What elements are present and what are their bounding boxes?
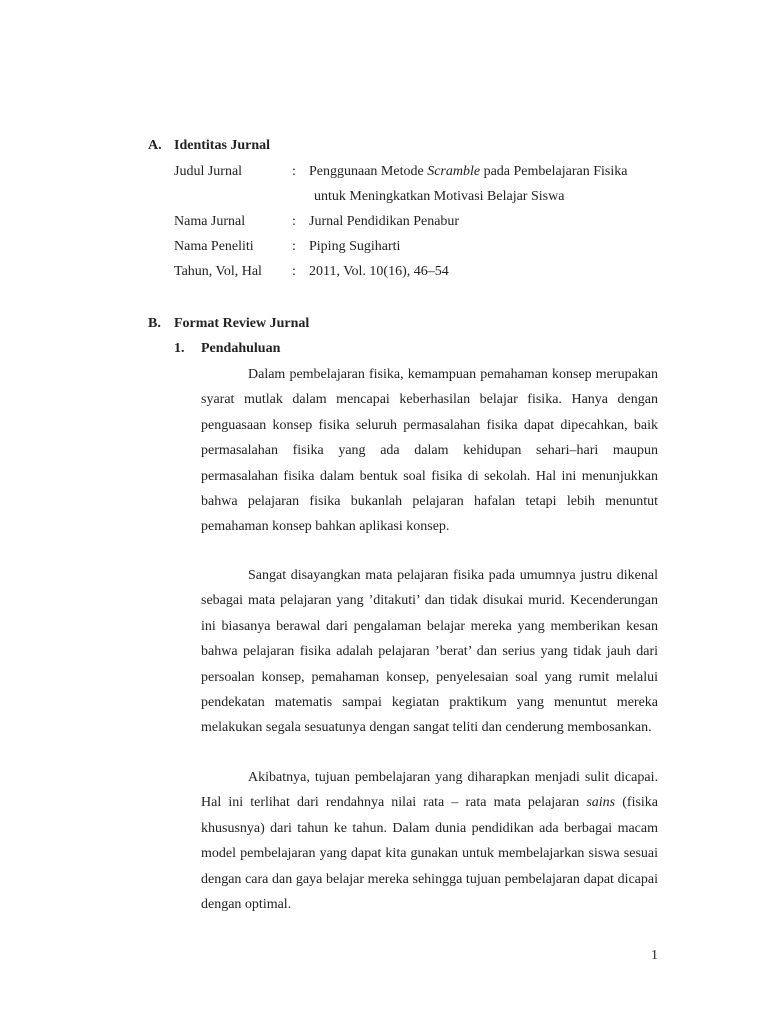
page-number: 1	[651, 948, 658, 963]
paragraph-3	[201, 765, 658, 917]
subsection-number: 1.	[174, 341, 185, 356]
identity-value: Piping Sugiharti	[309, 239, 401, 254]
identity-label: Judul Jurnal	[174, 164, 243, 179]
identity-colon: :	[292, 164, 296, 179]
title-text-part: pada Pembelajaran Fisika	[480, 164, 628, 179]
title-text-part: Penggunaan Metode	[309, 164, 428, 179]
identity-label: Tahun, Vol, Hal	[174, 264, 262, 279]
subsection-title: Pendahuluan	[201, 341, 281, 356]
identity-label: Nama Peneliti	[174, 239, 254, 254]
paragraph-3-text: Akibatnya, tujuan pembelajaran yang diharapkan menjadi sulit dicapai. Hal ini terlihat dari rendahnya nilai rata – rata mata pelajaran	[201, 770, 658, 811]
identity-value	[309, 159, 659, 209]
section-b-letter: B.	[148, 316, 161, 331]
paragraph-2: Sangat disayangkan mata pelajaran fisika pada umumnya justru dikenal sebagai mata pelajaran yang ’ditakuti’ dan tidak disukai murid. Kecenderungan ini biasanya berawal dari pengalaman belajar mereka yang memberikan kesan bahwa pelajaran fisika adalah pelajaran ’berat’ dan serius yang tidak jauh dari persoalan konsep, pemahaman konsep, penyelesaian soal yang rumit melalui pendekatan matematis sampai kegiatan praktikum yang menuntut mereka melakukan segala sesuatunya dengan sangat teliti dan cenderung membosankan.	[201, 568, 658, 736]
paragraph-3-text: (fisika khususnya) dari tahun ke tahun. Dalam dunia pendidikan ada berbagai macam model pembelajaran yang dapat kita gunakan untuk membelajarkan siswa sesuai dengan cara dan gaya belajar mereka sehingga tujuan pembelajaran dapat dicapai dengan optimal.	[201, 795, 659, 913]
identity-colon: :	[292, 239, 296, 254]
identity-value: Jurnal Pendidikan Penabur	[309, 214, 460, 229]
section-a-letter: A.	[148, 138, 162, 153]
identity-label: Nama Jurnal	[174, 214, 246, 229]
identity-value: 2011, Vol. 10(16), 46–54	[309, 264, 449, 279]
title-italic-word: Scramble	[427, 164, 481, 179]
title-text-continuation: untuk Meningkatkan Motivasi Belajar Siswa	[314, 189, 565, 204]
paragraph-3-italic-word: sains	[586, 795, 616, 811]
identity-colon: :	[292, 264, 296, 279]
identity-colon: :	[292, 214, 296, 229]
section-a-title: Identitas Jurnal	[174, 138, 271, 153]
section-b-title: Format Review Jurnal	[174, 316, 310, 331]
paragraph-1: Dalam pembelajaran fisika, kemampuan pemahaman konsep merupakan syarat mutlak dalam mencapai keberhasilan belajar fisika. Hanya dengan penguasaan konsep fisika seluruh permasalahan fisika dapat dipecahkan, baik permasalahan fisika yang ada dalam kehidupan sehari–hari maupun permasalahan fisika dalam bentuk soal fisika di sekolah. Hal ini menunjukkan bahwa pelajaran fisika bukanlah pelajaran hafalan tetapi lebih menuntut pemahaman konsep bahkan aplikasi konsep.	[201, 367, 658, 535]
